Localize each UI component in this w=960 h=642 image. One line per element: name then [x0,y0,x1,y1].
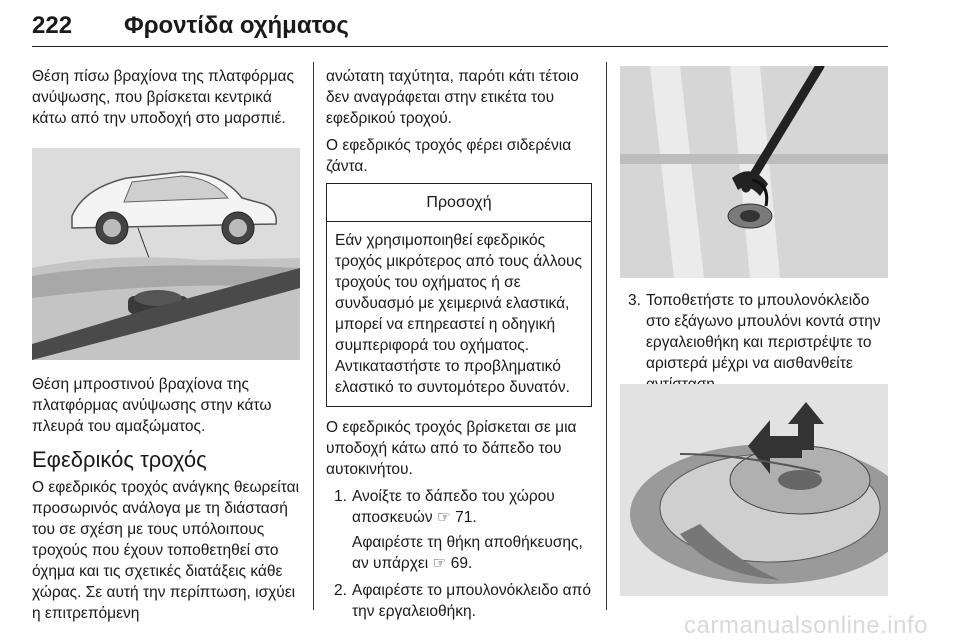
page-number: 222 [32,12,73,39]
step-1-sub [352,532,592,574]
page-header [32,6,888,47]
section-title: Φροντίδα οχήματος [124,12,349,39]
step-sub-text: Αφαιρέστε τη θήκη αποθήκευσης, αν υπάρχει [352,534,583,572]
wrench-illustration [620,66,888,278]
page-ref-icon: ☞ [436,509,451,526]
column-divider [606,62,607,610]
spare-wheel-heading: Εφεδρικός τροχός [32,447,207,472]
column-2 [326,66,592,628]
front-lift-point-caption: Θέση μπροστινού βραχίονα της πλατφόρμας ανύψωσης στην κάτω πλευρά του αμαξώματος. [32,376,272,435]
caution-body: Εάν χρησιμοποιηθεί εφεδρικός τροχός μικρότερος από τους άλλους τροχούς του οχήματος ή σε συνδυασμό με χειμερινά ελαστικά, μπορεί να επηρεαστεί η οδηγική συμπεριφορά του οχήματος. Αντικαταστήστε το προβληματικό ελαστικό το συντομότερο δυνατόν. [335,232,583,396]
step-text: Ανοίξτε το δάπεδο του χώρου αποσκευών [352,488,555,526]
car-lift-drawing [32,148,300,360]
page-ref: 69. [450,555,473,572]
step-1 [326,486,592,574]
caution-box [326,183,592,407]
steps-list-continued [620,290,888,395]
spare-wheel-drawing [620,384,888,596]
spare-wheel-illustration [620,384,888,596]
speed-paragraph: ανώτατη ταχύτητα, παρότι κάτι τέτοιο δεν αναγράφεται στην ετικέτα του εφεδρικού τροχού. [326,68,579,127]
step-text: Τοποθετήστε το μπουλονόκλειδο στο εξάγωνο μπουλόνι κοντά στην εργαλειοθήκη και περιστρέψτε το αριστερά μέχρι να αισθανθείτε [646,292,881,372]
column-divider [313,62,314,610]
column-1-lower [32,374,300,630]
lift-point-illustration [32,148,300,360]
column-1 [32,66,300,135]
step-number: 3. [628,292,641,309]
spare-location-paragraph: Ο εφεδρικός τροχός βρίσκεται σε μια υποδοχή κάτω από το δάπεδο του αυτοκινήτου. [326,419,577,478]
rear-lift-point-text: Θέση πίσω βραχίονα της πλατφόρμας ανύψωσης, που βρίσκεται κεντρικά κάτω από την υποδοχή στο μαρσπιέ. [32,68,294,127]
page-ref: 71. [455,509,477,526]
steel-rim-paragraph: Ο εφεδρικός τροχός φέρει σιδερένια ζάντα. [326,137,572,175]
caution-title: Προσοχή [327,184,591,222]
watermark: carmanualsonline.info [684,612,928,639]
spare-wheel-paragraph: Ο εφεδρικός τροχός ανάγκης θεωρείται προσωρινός ανάλογα με τη διάστασή του σε σχέση με τους υπόλοιπους τροχούς που έχουν τοποθετηθεί στο όχημα και τις σχετικές διατάξεις κάθε χώρας. Σε αυτή την περίπτωση, ισχύει η επιτρεπόμενη [32,479,300,622]
step-2 [326,580,592,622]
step-text: Αφαιρέστε το μπουλονόκλειδο από την εργαλειοθήκη. [352,582,591,620]
page-ref-icon: ☞ [432,555,447,572]
step-number: 2. [334,582,347,599]
wrench-drawing [620,66,888,278]
step-number: 1. [334,488,347,505]
step-3 [620,290,888,395]
steps-list [326,486,592,622]
